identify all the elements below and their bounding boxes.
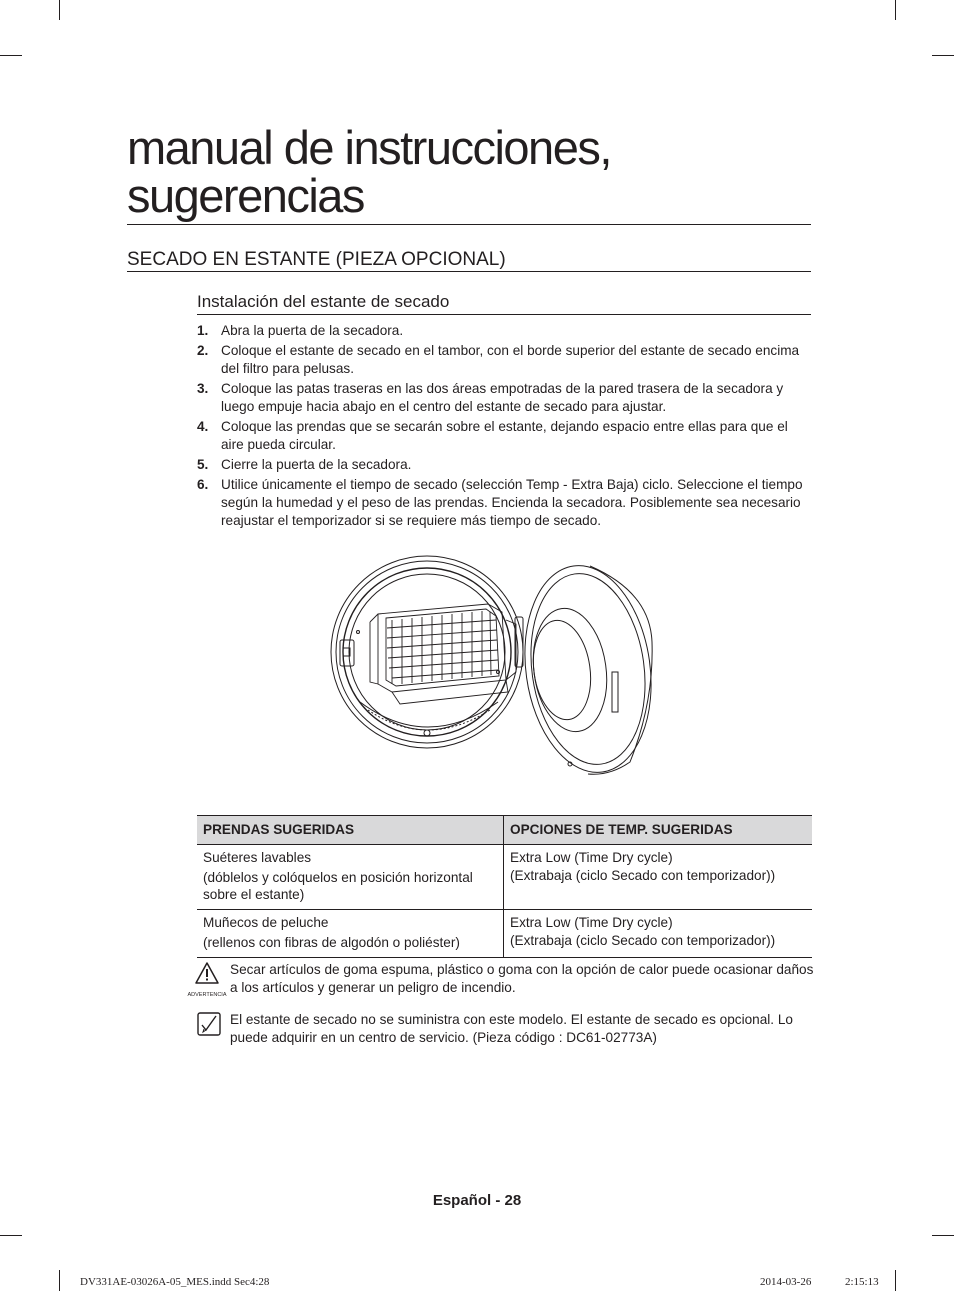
table-cell: [504, 845, 813, 910]
step-text: Coloque las patas traseras en las dos áreas empotradas de la pared trasera de la secadora y luego empuje hacia abajo en el centro del estante de secado para ajustar.: [221, 381, 784, 414]
crop-mark: [0, 1235, 22, 1236]
table-cell: [197, 910, 504, 958]
step-text: Coloque el estante de secado en el tambor, con el borde superior del estante de secado encima del filtro para pelusas.: [221, 343, 800, 376]
section-heading: SECADO EN ESTANTE (PIEZA OPCIONAL): [127, 249, 506, 270]
step-number: 2.: [197, 343, 209, 358]
title-rule: [127, 224, 811, 225]
note-text: El estante de secado no se suministra con este modelo. El estante de secado es opcional. Lo puede adquirir en un centro de servicio. (Pieza código : DC61-02773A): [230, 1012, 793, 1045]
slug-time: 2:15:13: [845, 1276, 879, 1288]
step-item: [197, 380, 813, 416]
crop-mark: [59, 1270, 60, 1291]
table-row: [197, 845, 812, 910]
warning-text: Secar artículos de goma espuma, plástico o goma con la opción de calor puede ocasionar daños a los artículos y generar un peligro de incendio.: [230, 962, 814, 995]
steps-list: [197, 322, 813, 532]
table-cell: [197, 845, 504, 910]
crop-mark: [0, 55, 22, 56]
crop-mark: [59, 0, 60, 20]
step-number: 4.: [197, 419, 209, 434]
page-number: Español - 28: [432, 1192, 522, 1209]
page-title-line2: sugerencias: [127, 169, 364, 222]
slug-date: 2014-03-26: [760, 1276, 812, 1288]
warning-triangle-icon: [186, 961, 228, 997]
step-number: 5.: [197, 457, 209, 472]
step-text: Cierre la puerta de la secadora.: [221, 457, 412, 472]
step-item: [197, 418, 813, 454]
step-item: [197, 476, 813, 530]
garment-note: (dóblelos y colóquelos en posición horizontal sobre el estante): [203, 870, 473, 902]
step-text: Coloque las prendas que se secarán sobre el estante, dejando espacio entre ellas para que el aire pueda circular.: [221, 419, 788, 452]
dryer-door: [512, 557, 655, 778]
step-item: [197, 322, 813, 340]
section-rule: [127, 271, 811, 272]
page-title-line1: manual de instrucciones,: [127, 121, 611, 174]
warning-label: ADVERTENCIA: [187, 992, 227, 998]
garment-note: (rellenos con fibras de algodón o poliéster): [203, 935, 460, 950]
temp-option: Extra Low (Time Dry cycle): [510, 915, 673, 930]
temp-note: (Extrabaja (ciclo Secado con temporizador)): [510, 933, 776, 948]
step-text: Utilice únicamente el tiempo de secado (selección Temp - Extra Baja) ciclo. Seleccione el tiempo según la humedad y el peso de las prendas. Encienda la secadora. Posiblemente sea necesario reajustar el temporizador si se requiere más tiempo de secado.: [221, 477, 803, 528]
table-header-row: [197, 816, 812, 845]
step-item: [197, 342, 813, 378]
step-text: Abra la puerta de la secadora.: [221, 323, 404, 338]
subsection-heading: Instalación del estante de secado: [197, 292, 450, 311]
note-pencil-icon: [186, 1011, 228, 1047]
table-header: OPCIONES DE TEMP. SUGERIDAS: [504, 816, 813, 845]
crop-mark: [932, 1235, 954, 1236]
step-number: 3.: [197, 381, 209, 396]
subsection-rule: [197, 314, 811, 315]
step-item: [197, 456, 813, 474]
step-number: 6.: [197, 477, 209, 492]
temp-option: Extra Low (Time Dry cycle): [510, 850, 673, 865]
table-cell: [504, 910, 813, 958]
crop-mark: [932, 55, 954, 56]
suggestion-table: [197, 815, 812, 958]
drying-rack: [370, 604, 516, 704]
garment-name: Suéteres lavables: [203, 850, 312, 865]
crop-mark: [895, 0, 896, 20]
table-row: [197, 910, 812, 958]
step-number: 1.: [197, 323, 209, 338]
table-header: PRENDAS SUGERIDAS: [197, 816, 504, 845]
crop-mark: [895, 1270, 896, 1291]
dryer-rack-illustration: [330, 552, 655, 778]
temp-note: (Extrabaja (ciclo Secado con temporizador)): [510, 868, 776, 883]
garment-name: Muñecos de peluche: [203, 915, 329, 930]
slug-file: DV331AE-03026A-05_MES.indd Sec4:28: [80, 1276, 270, 1288]
page-title: [127, 121, 817, 222]
